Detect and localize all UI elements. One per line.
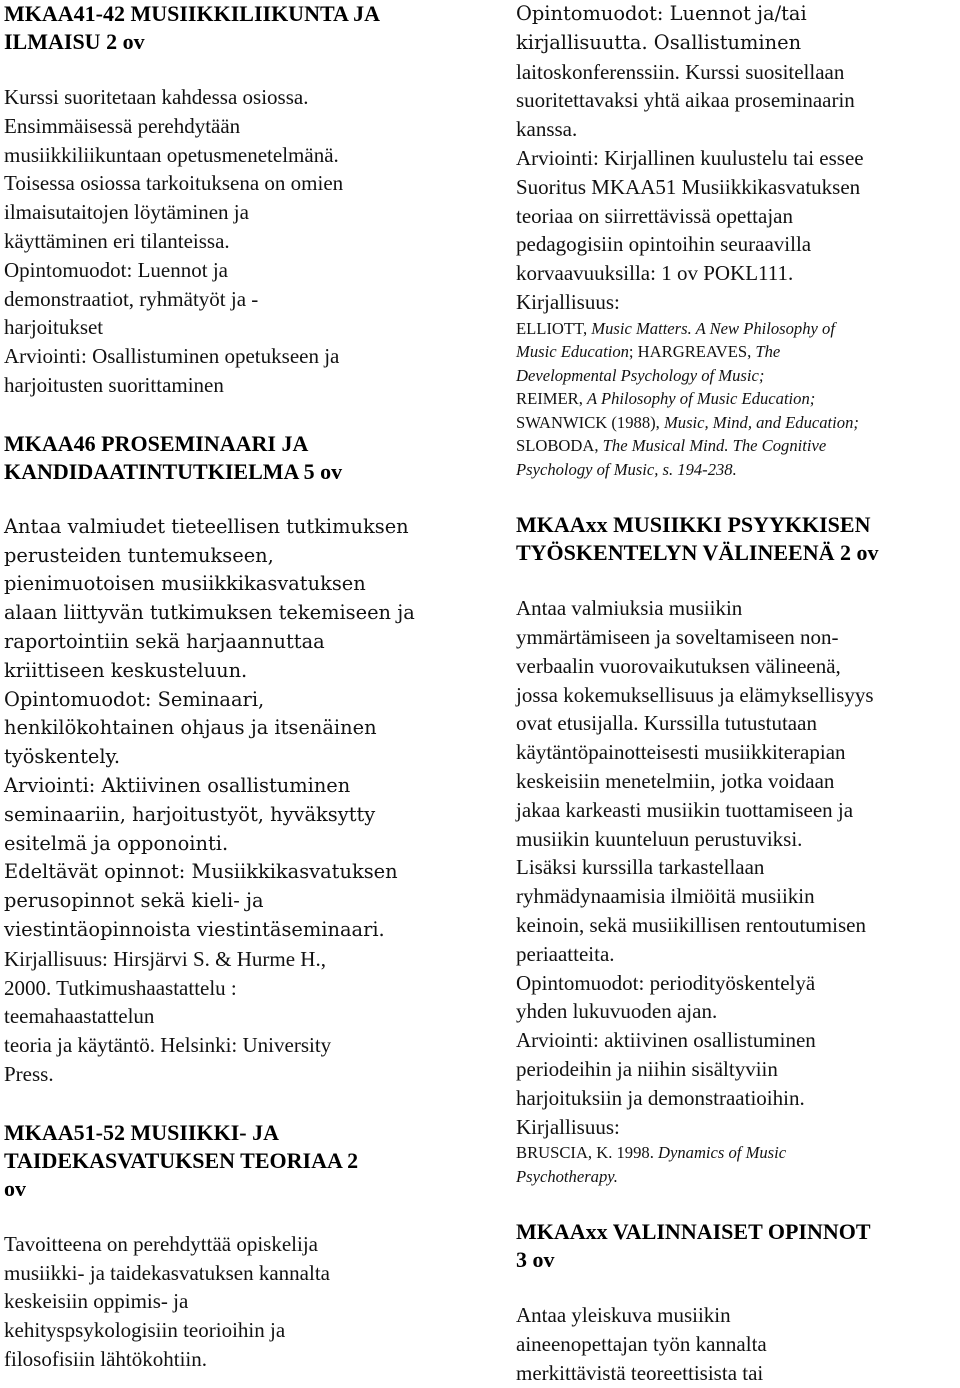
literature-line: Press. [4,1061,54,1086]
text-line: periaatteita. [516,941,615,966]
text-line: seminaariin, harjoitustyöt, hyväksytty [4,802,376,826]
reference-list [516,317,960,482]
course-title: MKAA46 PROSEMINAARI JA [4,430,309,456]
text-line: henkilökohtainen ohjaus ja itsenäinen [4,716,377,740]
reference-line [516,1165,960,1189]
text-line: Arviointi: Osallistuminen opetukseen ja [4,344,340,369]
text-line: ilmaisutaitojen löytäminen ja [4,200,249,225]
text-line: laitoskonferenssiin. Kurssi suositellaan [516,59,845,84]
reference-line [516,411,960,435]
text-line: Kurssi suoritetaan kahdessa osiossa. [4,85,309,109]
ref-segment: Developmental Psychology of Music; [516,365,765,385]
text-line: verbaalin vuorovaikutuksen välineenä, [516,653,841,678]
text-line: Antaa valmiuksia musiikin [516,596,743,621]
text-line: Opintomuodot: Seminaari, [4,687,265,711]
course-title: ov [4,1175,26,1201]
course-title: MKAAxx MUSIIKKI PSYYKKISEN [516,512,871,538]
course-41-42 [4,0,474,400]
ref-segment: The Musical Mind. The Cognitive [602,436,827,456]
literature-label: Kirjallisuus: [516,1114,620,1139]
text-line: harjoitukset [4,315,104,340]
ref-segment: BRUSCIA, K. 1998. [516,1143,658,1163]
text-line: Opintomuodot: periodityöskentelyä [516,970,816,995]
text-line: viestintäopinnoista viestintäseminaari. [4,917,385,941]
course-description [516,594,960,1188]
course-electives [516,1218,960,1387]
ref-segment: Music Matters. A New Philosophy of [591,318,835,338]
text-line: Opintomuodot: Luennot ja/tai [516,2,807,25]
text-line: käyttäminen eri tilanteissa. [4,228,230,253]
course-title: MKAA51-52 MUSIIKKI- JA [4,1119,279,1145]
ref-segment: The [755,342,781,362]
text-line: yhden lukuvuoden ajan. [516,999,718,1024]
reference-line [516,434,960,458]
course-46 [4,430,474,1089]
text-line: periodeihin ja niihin sisältyviin [516,1057,778,1082]
text-line: Tavoitteena on perehdyttää opiskelija [4,1231,318,1256]
literature-line: teemahaastattelun [4,1004,155,1029]
text-line: keskeisiin menetelmiin, jotka voidaan [516,769,835,794]
text-line: Edeltävät opinnot: Musiikkikasvatuksen [4,860,398,884]
left-column [4,0,474,1374]
course-description [4,83,474,400]
text-line: Toisessa osiossa tarkoituksena on omien [4,171,344,196]
course-51-52-continued [516,0,960,481]
text-line: Lisäksi kurssilla tarkastellaan [516,855,765,880]
text-line: kirjallisuutta. Osallistuminen [516,30,802,54]
text-line: musiikin kuunteluun perustuviksi. [516,826,803,851]
course-title: TAIDEKASVATUKSEN TEORIAA 2 [4,1147,359,1173]
course-title: 3 ov [516,1247,555,1273]
text-line: Arviointi: Aktiivinen osallistuminen [4,773,351,797]
text-line: kehityspsykologisiin teorioihin ja [4,1318,286,1343]
ref-segment: SWANWICK (1988), [516,412,664,432]
text-line: raportointiin sekä harjaannuttaa [4,629,325,653]
right-column [516,0,960,1388]
text-line: jakaa karkeasti musiikin tuottamiseen ja [516,797,854,822]
text-line: perusteiden tuntemukseen, [4,543,274,567]
text-line: Suoritus MKAA51 Musiikkikasvatuksen [516,174,861,199]
ref-segment: SLOBODA, [516,436,603,456]
text-line: ymmärtämiseen ja soveltamiseen non- [516,625,839,650]
reference-line [516,317,960,341]
course-title: TYÖSKENTELYN VÄLINEENÄ 2 ov [516,540,879,566]
course-title: KANDIDAATINTUTKIELMA 5 ov [4,458,343,484]
text-line: Arviointi: Kirjallinen kuulustelu tai essee [516,145,864,170]
text-line: demonstraatiot, ryhmätyöt ja - [4,286,259,311]
course-description [4,1230,474,1374]
reference-line [516,387,960,411]
ref-segment: Music Education [516,342,629,362]
reference-line [516,1141,960,1165]
text-line: perusopinnot sekä kieli- ja [4,889,264,913]
text-line: musiikki- ja taidekasvatuksen kannalta [4,1260,330,1285]
text-line: harjoitusten suorittaminen [4,372,224,397]
ref-segment: A Philosophy of Music Education; [587,389,816,409]
text-line: käytäntöpainotteisesti musiikkiterapian [516,740,846,765]
text-line: keskeisiin oppimis- ja [4,1289,189,1314]
text-line: esitelmä ja opponointi. [4,831,229,855]
ref-segment: Psychotherapy. [516,1166,618,1186]
course-title: MKAA41-42 MUSIIKKILIIKUNTA JA [4,1,381,26]
course-title: MKAAxx VALINNAISET OPINNOT [516,1219,871,1245]
text-line: merkittävistä teoreettisista tai [516,1361,764,1385]
ref-segment: Psychology of Music, s. 194-238. [516,459,737,479]
ref-segment: REIMER, [516,389,587,409]
text-line: ryhmädynaamisia ilmiöitä musiikin [516,884,815,909]
text-line: pienimuotoisen musiikkikasvatuksen [4,572,366,596]
text-line: Arviointi: aktiivinen osallistuminen [516,1028,816,1053]
course-description [4,513,474,1089]
reference-line [516,364,960,388]
literature-line: 2000. Tutkimushaastattelu : [4,975,237,1000]
ref-segment: Dynamics of Music [658,1143,787,1163]
ref-segment: Music, Mind, and Education; [663,412,859,432]
text-line: pedagogisiin opintoihin seuraavilla [516,232,812,257]
text-line: jossa kokemuksellisuus ja elämyksellisyys [516,682,874,707]
course-51-52 [4,1119,474,1374]
text-line: Ensimmäisessä perehdytään [4,113,241,138]
text-line: työskentely. [4,745,121,769]
text-line: Antaa valmiudet tieteellisen tutkimuksen [4,514,409,538]
text-line: filosofisiin lähtökohtiin. [4,1346,207,1371]
reference-line [516,340,960,364]
text-line: suoritettavaksi yhtä aikaa proseminaarin [516,88,855,113]
course-title: ILMAISU 2 ov [4,29,145,54]
ref-segment: ; HARGREAVES, [628,342,756,362]
text-line: kanssa. [516,117,578,142]
reference-line [516,458,960,482]
text-line: harjoituksiin ja demonstraatioihin. [516,1085,805,1110]
literature-line: teoria ja käytäntö. Helsinki: University [4,1033,332,1058]
course-description [516,1301,960,1387]
course-music-psychological [516,511,960,1188]
text-line: alaan liittyvän tutkimuksen tekemiseen ja [4,601,415,625]
text-line: teoriaa on siirrettävissä opettajan [516,203,793,228]
text-line: Opintomuodot: Luennot ja [4,257,228,282]
text-line: aineenopettajan työn kannalta [516,1332,767,1357]
text-line: keinoin, sekä musiikillisen rentoutumisen [516,913,866,938]
text-line: korvaavuuksilla: 1 ov POKL111. [516,261,794,286]
text-line: musiikkiliikuntaan opetusmenetelmänä. [4,142,339,167]
literature-line: Kirjallisuus: Hirsjärvi S. & Hurme H., [4,946,326,971]
text-line: kriittiseen keskusteluun. [4,658,248,682]
ref-segment: ELLIOTT, [516,318,592,338]
literature-label: Kirjallisuus: [516,289,620,314]
text-line: Antaa yleiskuva musiikin [516,1303,731,1328]
text-line: ovat etusijalla. Kurssilla tutustutaan [516,711,817,736]
